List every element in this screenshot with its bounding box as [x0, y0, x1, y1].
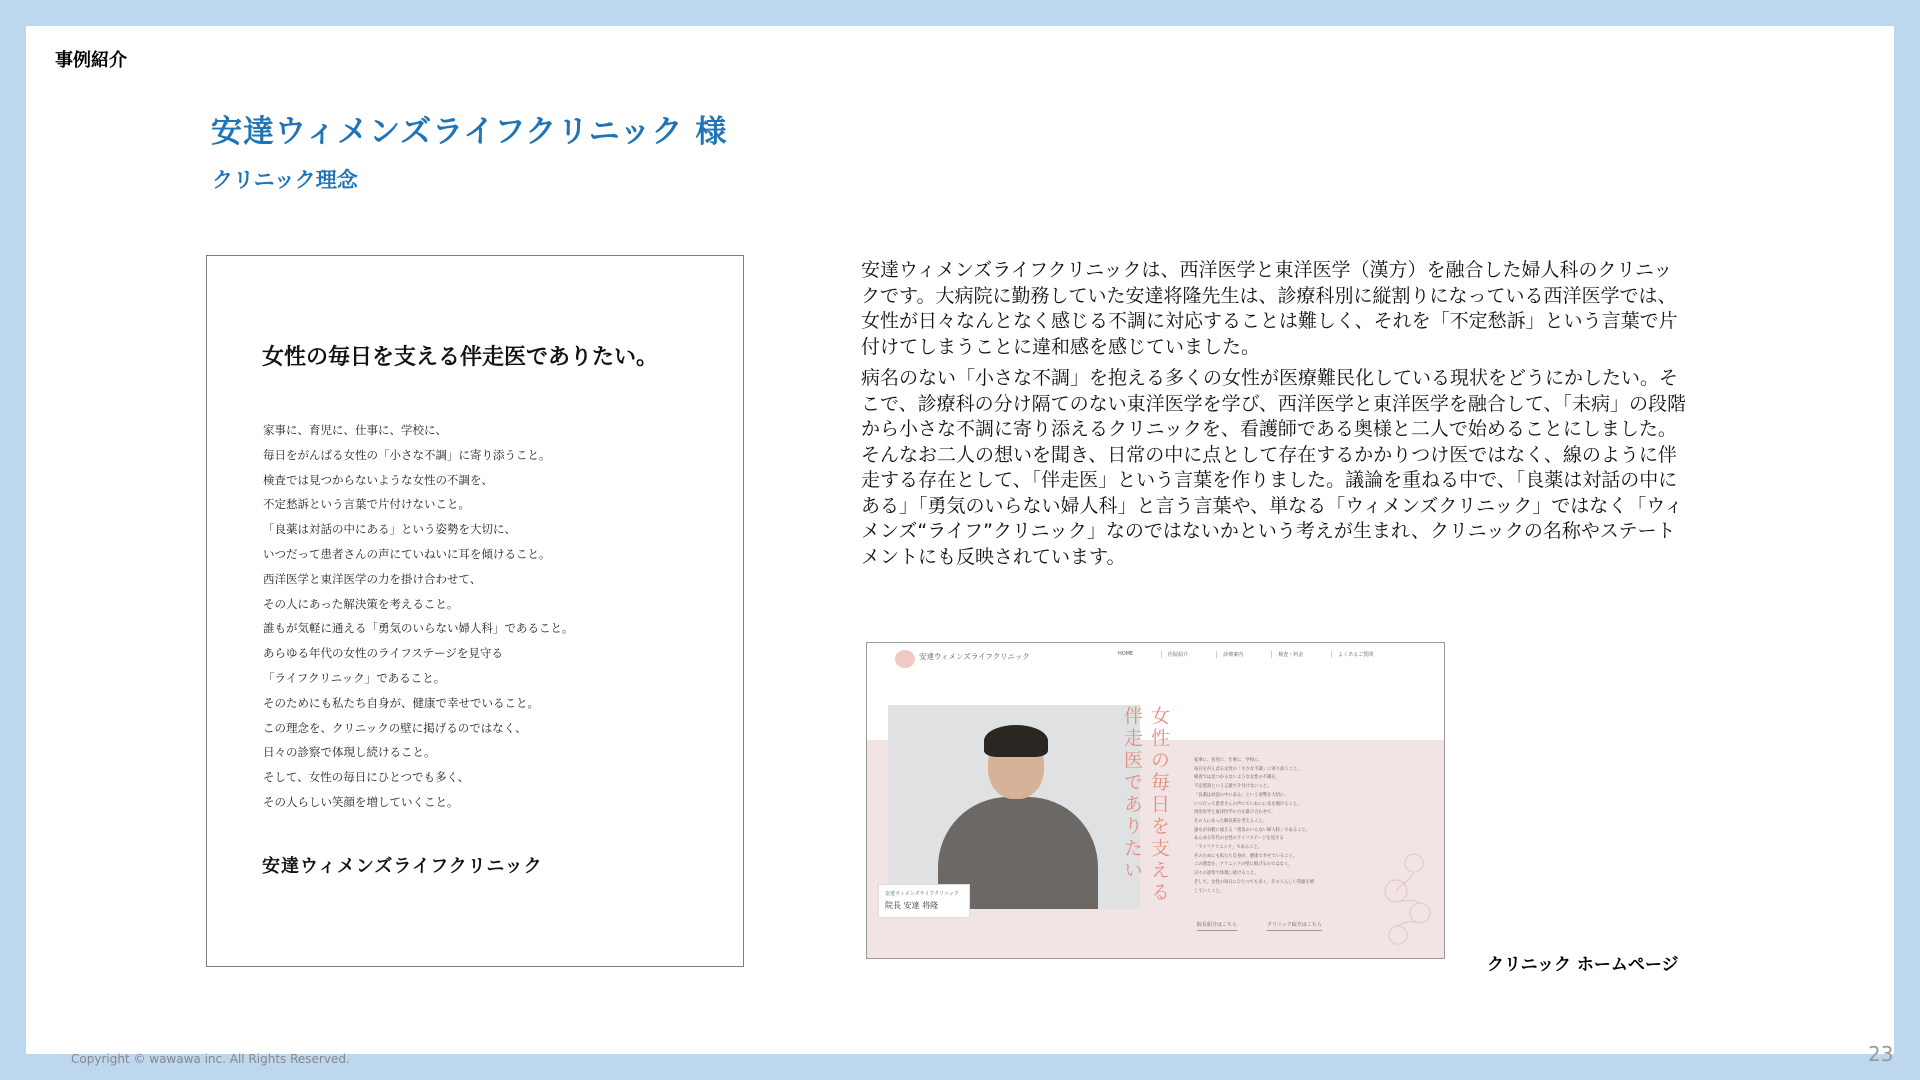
homepage-links	[1197, 921, 1322, 931]
homepage-nav-item: よくあるご質問	[1331, 651, 1373, 658]
homepage-line: そして、女性の毎日にひとつでも多く、その人らしい笑顔を増	[1194, 879, 1315, 885]
description-paragraph: そんなお二人の想いを聞き、日常の中に点として存在するかかりつけ医ではなく、線のように伴走する存在として、「伴走医」という言葉を作りました。議論を重ねる中で、「良薬は対話の中にある」「勇気のいらない婦人科」と言う言葉や、単なる「ウィメンズクリニック」ではなく「ウィメンズ“ライフ”クリニック」なのではないかという考えが生まれ、クリニックの名称やステートメントにも反映されています。	[861, 443, 1684, 568]
homepage-nav-item: HOME	[1118, 651, 1134, 657]
page-subtitle: クリニック理念	[212, 168, 358, 192]
homepage-line: 日々の診察で体現し続けること。	[1194, 871, 1259, 877]
homepage-line: あらゆる年代の女性のライフステージを見守る	[1194, 836, 1284, 842]
doctor-hair-shape	[984, 725, 1048, 757]
philosophy-line: いつだって患者さんの声にていねいに耳を傾けること。	[263, 546, 551, 561]
homepage-nav-item: 検査・料金	[1271, 651, 1303, 658]
name-card-doctor: 院長 安達 将隆	[885, 901, 939, 910]
philosophy-line: 誰もが気軽に通える「勇気のいらない婦人科」であること。	[263, 621, 574, 636]
name-card-clinic: 安達ウィメンズライフクリニック	[885, 891, 959, 897]
philosophy-line: 家事に、育児に、仕事に、学校に、	[263, 423, 447, 437]
homepage-line: 検査では見つからないような女性の不調を、	[1194, 775, 1280, 781]
homepage-link-clinic: クリニック紹介はこちら	[1267, 921, 1322, 931]
homepage-screenshot	[866, 642, 1445, 959]
homepage-line: 毎日をがんばる女性の「小さな不調」に寄り添うこと。	[1194, 766, 1302, 772]
page-title: 安達ウィメンズライフクリニック 様	[211, 114, 728, 150]
philosophy-line: そして、女性の毎日にひとつでも多く、	[263, 770, 470, 785]
homepage-line: この理念を、クリニックの壁に掲げるのではなく、	[1194, 862, 1293, 868]
doctor-photo	[888, 705, 1140, 909]
philosophy-line: 「ライフクリニック」であること。	[263, 670, 446, 685]
homepage-line: していくこと。	[1194, 888, 1225, 894]
description-paragraph: 病名のない「小さな不調」を抱える多くの女性が医療難民化している現状をどうにかしたい。そこで、診療科の分け隔てのない東洋医学を学び、西洋医学と東洋医学を融合して、「未病」の段階から小さな不調に寄り添えるクリニックを、看護師である奥様と二人で始めることにしました。	[861, 367, 1686, 440]
homepage-line: 誰もが気軽に通える「勇気のいらない婦人科」であること。	[1194, 827, 1311, 833]
floral-decoration-icon	[1374, 843, 1438, 955]
philosophy-line: 不定愁訴という言葉で片付けないこと。	[263, 497, 470, 512]
philosophy-line: あらゆる年代の女性のライフステージを見守る	[263, 646, 503, 661]
page-number: 23	[1868, 1042, 1894, 1066]
homepage-line: その人にあった解決策を考えること。	[1194, 818, 1268, 824]
homepage-vertical-copy-2: 伴走医でありたい	[1121, 706, 1143, 882]
philosophy-line: 毎日をがんばる女性の「小さな不調」に寄り添うこと。	[263, 447, 551, 462]
philosophy-line: その人らしい笑顔を増していくこと。	[263, 794, 459, 809]
section-label: 事例紹介	[55, 50, 127, 71]
philosophy-line: 検査では見つからないような女性の不調を、	[263, 472, 493, 487]
homepage-nav-item: 診療案内	[1216, 651, 1243, 658]
homepage-line: 「ライフクリニック」であること。	[1194, 845, 1263, 851]
homepage-line: いつだって患者さんの声にていねいに耳を傾けること。	[1194, 801, 1302, 807]
philosophy-line: 日々の診察で体現し続けること。	[263, 745, 436, 760]
philosophy-line: その人にあった解決策を考えること。	[263, 596, 459, 611]
philosophy-lines	[263, 418, 574, 815]
flower-logo-icon	[895, 650, 915, 668]
homepage-line: 家事に、育児に、仕事に、学校に、	[1194, 758, 1263, 763]
homepage-link-director: 院長紹介はこちら	[1197, 921, 1237, 931]
philosophy-line: 西洋医学と東洋医学の力を掛け合わせて、	[263, 571, 482, 586]
homepage-philosophy-lines	[1194, 757, 1314, 896]
homepage-line: 「良薬は対話の中にある」という姿勢を大切に、	[1194, 792, 1289, 798]
homepage-line: 不定愁訴という言葉で片付けないこと。	[1194, 784, 1272, 790]
philosophy-line: この理念を、クリニックの壁に掲げるのではなく、	[263, 720, 527, 735]
homepage-nav	[1112, 651, 1373, 658]
homepage-nav-item: 医院紹介	[1161, 651, 1188, 658]
homepage-vertical-copy-1: 女性の毎日を支える	[1148, 706, 1170, 904]
homepage-line: そのためにも私たち自身が、健康で幸せでいること。	[1194, 853, 1298, 859]
homepage-caption: クリニック ホームページ	[1487, 955, 1679, 975]
case-description	[861, 258, 1691, 570]
philosophy-line: そのためにも私たち自身が、健康で幸せでいること。	[263, 695, 539, 710]
homepage-logo-text: 安達ウィメンズライフクリニック	[919, 652, 1030, 661]
philosophy-heading: 女性の毎日を支える伴走医でありたい。	[262, 345, 659, 370]
homepage-line: 西洋医学と東洋医学の力を掛け合わせて、	[1194, 810, 1276, 816]
philosophy-line: 「良薬は対話の中にある」という姿勢を大切に、	[263, 522, 516, 537]
copyright: Copyright © wawawa inc. All Rights Reserved.	[71, 1052, 350, 1066]
philosophy-signature: 安達ウィメンズライフクリニック	[262, 856, 543, 877]
doctor-name-card	[878, 884, 970, 918]
philosophy-box	[206, 255, 744, 967]
slide	[26, 26, 1894, 1066]
description-paragraph: 安達ウィメンズライフクリニックは、西洋医学と東洋医学（漢方）を融合した婦人科のクリニックです。大病院に勤務していた安達将隆先生は、診療科別に縦割りになっている西洋医学では、女性が日々なんとなく感じる不調に対応することは難しく、それを「不定愁訴」という言葉で片付けてしまうことに違和感を感じていました。	[861, 259, 1678, 358]
